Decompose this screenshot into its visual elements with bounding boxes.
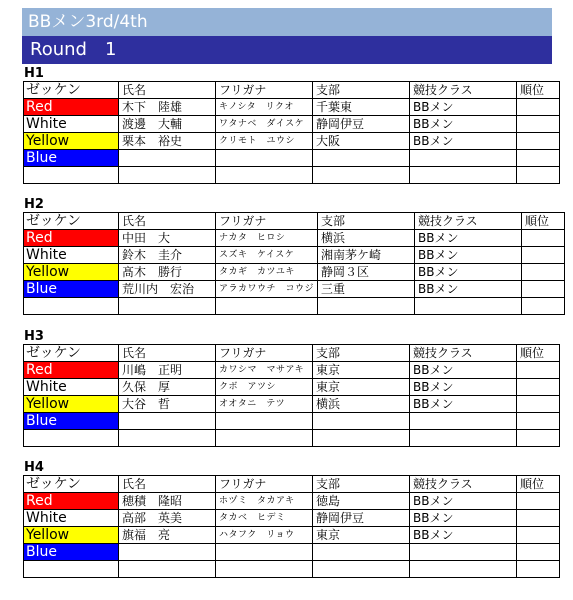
heat-table xyxy=(23,475,560,578)
name-cell: 大谷 哲 xyxy=(119,396,216,413)
branch-cell: 横浜 xyxy=(313,396,410,413)
furigana-cell: アラカワウチ コウジ xyxy=(216,281,318,298)
rank-cell xyxy=(517,99,560,116)
rank-cell xyxy=(517,413,560,430)
class-cell: BBメン xyxy=(410,379,517,396)
branch-cell: 静岡３区 xyxy=(318,264,415,281)
name-cell: 髙木 勝行 xyxy=(119,264,216,281)
furigana-cell xyxy=(216,150,313,167)
rank-cell xyxy=(522,298,565,315)
class-cell: BBメン xyxy=(410,133,517,150)
furigana-cell: タカギ カツユキ xyxy=(216,264,318,281)
column-header-rank: 順位 xyxy=(517,345,560,362)
table-row xyxy=(24,561,560,578)
branch-cell: 東京 xyxy=(313,362,410,379)
furigana-cell: スズキ ケイスケ xyxy=(216,247,318,264)
branch-cell: 静岡伊豆 xyxy=(313,510,410,527)
furigana-cell: タカベ ヒデミ xyxy=(216,510,313,527)
name-cell xyxy=(119,544,216,561)
class-cell: BBメン xyxy=(410,493,517,510)
table-row xyxy=(24,430,560,447)
bib-cell: Yellow xyxy=(24,396,119,413)
column-header-branch: 支部 xyxy=(318,213,415,230)
column-header-class: 競技クラス xyxy=(415,213,522,230)
class-cell: BBメン xyxy=(410,362,517,379)
branch-cell: 横浜 xyxy=(318,230,415,247)
column-header-rank: 順位 xyxy=(517,82,560,99)
branch-cell xyxy=(313,167,410,184)
column-header-kana: フリガナ xyxy=(216,345,313,362)
table-row xyxy=(24,544,560,561)
name-cell xyxy=(119,430,216,447)
column-header-name: 氏名 xyxy=(119,213,216,230)
column-header-bib: ゼッケン xyxy=(24,82,119,99)
furigana-cell: カワシマ マサアキ xyxy=(216,362,313,379)
column-header-kana: フリガナ xyxy=(216,213,318,230)
class-cell: BBメン xyxy=(410,396,517,413)
heat-label: H4 xyxy=(24,460,44,475)
bib-cell xyxy=(24,167,119,184)
table-row xyxy=(24,510,560,527)
bib-cell: White xyxy=(24,379,119,396)
class-cell: BBメン xyxy=(415,281,522,298)
furigana-cell xyxy=(216,561,313,578)
table-row xyxy=(24,150,560,167)
furigana-cell xyxy=(216,544,313,561)
branch-cell: 静岡伊豆 xyxy=(313,116,410,133)
name-cell: 久保 厚 xyxy=(119,379,216,396)
column-header-name: 氏名 xyxy=(119,476,216,493)
table-row xyxy=(24,247,565,264)
furigana-cell xyxy=(216,298,318,315)
class-cell xyxy=(410,413,517,430)
class-cell: BBメン xyxy=(410,510,517,527)
round-title: Round 1 xyxy=(22,36,552,64)
name-cell: 穂積 隆昭 xyxy=(119,493,216,510)
column-header-class: 競技クラス xyxy=(410,345,517,362)
furigana-cell: キノシタ リクオ xyxy=(216,99,313,116)
table-row xyxy=(24,396,560,413)
bib-cell: Red xyxy=(24,230,119,247)
rank-cell xyxy=(522,247,565,264)
rank-cell xyxy=(517,493,560,510)
name-cell xyxy=(119,298,216,315)
bib-cell xyxy=(24,561,119,578)
class-cell xyxy=(410,150,517,167)
class-cell: BBメン xyxy=(410,527,517,544)
name-cell: 木下 陸雄 xyxy=(119,99,216,116)
column-header-bib: ゼッケン xyxy=(24,476,119,493)
column-header-bib: ゼッケン xyxy=(24,213,119,230)
table-row xyxy=(24,362,560,379)
branch-cell xyxy=(313,561,410,578)
rank-cell xyxy=(517,510,560,527)
name-cell: 中田 大 xyxy=(119,230,216,247)
bib-cell: Blue xyxy=(24,544,119,561)
bib-cell xyxy=(24,430,119,447)
class-cell: BBメン xyxy=(415,247,522,264)
rank-cell xyxy=(517,396,560,413)
bib-cell: Yellow xyxy=(24,264,119,281)
heat-table xyxy=(23,81,560,184)
branch-cell xyxy=(318,298,415,315)
column-header-branch: 支部 xyxy=(313,82,410,99)
table-row xyxy=(24,230,565,247)
class-cell: BBメン xyxy=(410,116,517,133)
furigana-cell: ワタナベ ダイスケ xyxy=(216,116,313,133)
heat-label: H1 xyxy=(24,66,44,81)
name-cell: 渡邊 大輔 xyxy=(119,116,216,133)
heat-table xyxy=(23,344,560,447)
heat-table xyxy=(23,212,565,315)
name-cell: 高部 英美 xyxy=(119,510,216,527)
bib-cell: Red xyxy=(24,493,119,510)
document-title: BBメン3rd/4th xyxy=(22,8,552,36)
header-row xyxy=(24,345,560,362)
branch-cell: 千葉東 xyxy=(313,99,410,116)
name-cell: 栗本 裕史 xyxy=(119,133,216,150)
bib-cell: Yellow xyxy=(24,527,119,544)
rank-cell xyxy=(517,544,560,561)
header-row xyxy=(24,476,560,493)
bib-cell: White xyxy=(24,116,119,133)
column-header-class: 競技クラス xyxy=(410,476,517,493)
bib-cell: Blue xyxy=(24,413,119,430)
branch-cell: 東京 xyxy=(313,379,410,396)
name-cell xyxy=(119,150,216,167)
name-cell xyxy=(119,167,216,184)
table-row xyxy=(24,281,565,298)
table-row xyxy=(24,99,560,116)
furigana-cell: ホヅミ タカアキ xyxy=(216,493,313,510)
branch-cell xyxy=(313,413,410,430)
rank-cell xyxy=(517,133,560,150)
header-row xyxy=(24,213,565,230)
bib-cell: Red xyxy=(24,99,119,116)
heat-label: H2 xyxy=(24,197,44,212)
table-row xyxy=(24,264,565,281)
column-header-class: 競技クラス xyxy=(410,82,517,99)
rank-cell xyxy=(517,430,560,447)
branch-cell: 三重 xyxy=(318,281,415,298)
branch-cell xyxy=(313,150,410,167)
bib-cell: Blue xyxy=(24,281,119,298)
branch-cell: 東京 xyxy=(313,527,410,544)
heat-label: H3 xyxy=(24,329,44,344)
bib-cell: White xyxy=(24,247,119,264)
bib-cell: Red xyxy=(24,362,119,379)
furigana-cell: オオタニ テツ xyxy=(216,396,313,413)
column-header-kana: フリガナ xyxy=(216,82,313,99)
column-header-name: 氏名 xyxy=(119,345,216,362)
bib-cell: Yellow xyxy=(24,133,119,150)
rank-cell xyxy=(517,379,560,396)
class-cell xyxy=(410,544,517,561)
name-cell xyxy=(119,561,216,578)
furigana-cell xyxy=(216,167,313,184)
rank-cell xyxy=(517,561,560,578)
table-row xyxy=(24,413,560,430)
class-cell xyxy=(415,298,522,315)
rank-cell xyxy=(522,281,565,298)
furigana-cell xyxy=(216,430,313,447)
table-row xyxy=(24,298,565,315)
class-cell xyxy=(410,430,517,447)
branch-cell: 徳島 xyxy=(313,493,410,510)
branch-cell: 湘南茅ケ崎 xyxy=(318,247,415,264)
bib-cell xyxy=(24,298,119,315)
rank-cell xyxy=(517,167,560,184)
table-row xyxy=(24,493,560,510)
column-header-branch: 支部 xyxy=(313,345,410,362)
name-cell: 鈴木 圭介 xyxy=(119,247,216,264)
class-cell: BBメン xyxy=(410,99,517,116)
header-row xyxy=(24,82,560,99)
class-cell xyxy=(410,167,517,184)
table-row xyxy=(24,167,560,184)
furigana-cell xyxy=(216,413,313,430)
table-row xyxy=(24,116,560,133)
name-cell: 旗福 亮 xyxy=(119,527,216,544)
table-row xyxy=(24,379,560,396)
name-cell xyxy=(119,413,216,430)
rank-cell xyxy=(522,230,565,247)
rank-cell xyxy=(522,264,565,281)
rank-cell xyxy=(517,527,560,544)
name-cell: 荒川内 宏治 xyxy=(119,281,216,298)
bib-cell: White xyxy=(24,510,119,527)
furigana-cell: ハタフク リョウ xyxy=(216,527,313,544)
rank-cell xyxy=(517,150,560,167)
table-row xyxy=(24,133,560,150)
column-header-rank: 順位 xyxy=(517,476,560,493)
furigana-cell: クボ アツシ xyxy=(216,379,313,396)
branch-cell xyxy=(313,430,410,447)
class-cell xyxy=(410,561,517,578)
rank-cell xyxy=(517,116,560,133)
class-cell: BBメン xyxy=(415,230,522,247)
furigana-cell: ナカタ ヒロシ xyxy=(216,230,318,247)
bib-cell: Blue xyxy=(24,150,119,167)
class-cell: BBメン xyxy=(415,264,522,281)
branch-cell xyxy=(313,544,410,561)
table-row xyxy=(24,527,560,544)
column-header-name: 氏名 xyxy=(119,82,216,99)
furigana-cell: クリモト ユウシ xyxy=(216,133,313,150)
name-cell: 川嶋 正明 xyxy=(119,362,216,379)
rank-cell xyxy=(517,362,560,379)
column-header-branch: 支部 xyxy=(313,476,410,493)
column-header-kana: フリガナ xyxy=(216,476,313,493)
column-header-rank: 順位 xyxy=(522,213,565,230)
column-header-bib: ゼッケン xyxy=(24,345,119,362)
branch-cell: 大阪 xyxy=(313,133,410,150)
